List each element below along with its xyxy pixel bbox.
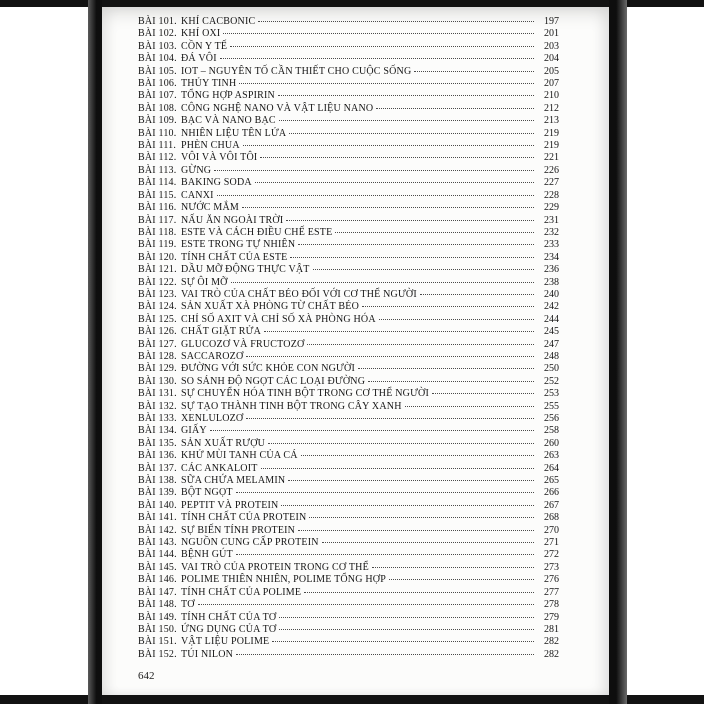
entry-label: BÀI 152. bbox=[138, 648, 177, 660]
entry-title: TÍNH CHẤT CỦA POLIME bbox=[181, 586, 302, 598]
entry-title: TÚI NILON bbox=[181, 648, 234, 660]
entry-page: 226 bbox=[544, 164, 559, 176]
entry-title: PHÈN CHUA bbox=[181, 140, 240, 152]
entry-label: BÀI 138. bbox=[138, 475, 177, 487]
toc-entry bbox=[138, 41, 559, 53]
entry-title: THỦY TINH bbox=[181, 78, 237, 90]
toc-entry bbox=[138, 53, 559, 65]
dot-leader bbox=[230, 46, 534, 47]
dot-leader bbox=[313, 269, 534, 270]
dot-leader bbox=[236, 554, 534, 555]
entry-label: BÀI 103. bbox=[138, 40, 177, 52]
toc-entry bbox=[138, 227, 559, 239]
dot-leader bbox=[358, 368, 534, 369]
entry-label: BÀI 151. bbox=[138, 636, 177, 648]
entry-page: 260 bbox=[544, 437, 559, 449]
entry-page: 229 bbox=[544, 202, 559, 214]
entry-label: BÀI 116. bbox=[138, 202, 177, 214]
entry-label: BÀI 128. bbox=[138, 350, 177, 362]
toc-entry bbox=[138, 202, 559, 214]
entry-label: BÀI 119. bbox=[138, 239, 177, 251]
entry-label: BÀI 126. bbox=[138, 326, 177, 338]
entry-page: 271 bbox=[544, 537, 559, 549]
entry-page: 279 bbox=[544, 611, 559, 623]
dot-leader bbox=[239, 83, 534, 84]
toc-entry bbox=[138, 177, 559, 189]
toc-entry bbox=[138, 624, 559, 636]
footer-page-number: 642 bbox=[138, 670, 155, 682]
entry-title: ỨNG DỤNG CỦA TƠ bbox=[181, 623, 277, 635]
toc-entry bbox=[138, 301, 559, 313]
entry-title: TÍNH CHẤT CỦA ESTE bbox=[181, 251, 288, 263]
entry-title: NGUỒN CUNG CẤP PROTEIN bbox=[181, 537, 319, 549]
dot-leader bbox=[405, 406, 534, 407]
entry-title: NHIÊN LIỆU TÊN LỬA bbox=[181, 127, 287, 139]
entry-page: 236 bbox=[544, 264, 559, 276]
entry-page: 234 bbox=[544, 251, 559, 263]
entry-label: BÀI 142. bbox=[138, 524, 177, 536]
entry-label: BÀI 130. bbox=[138, 375, 177, 387]
toc-entry bbox=[138, 537, 559, 549]
toc-entry bbox=[138, 339, 559, 351]
entry-title: BỆNH GÚT bbox=[181, 549, 233, 561]
entry-page: 205 bbox=[544, 65, 559, 77]
entry-page: 273 bbox=[544, 561, 559, 573]
toc-entry bbox=[138, 425, 559, 437]
entry-label: BÀI 134. bbox=[138, 425, 177, 437]
entry-label: BÀI 121. bbox=[138, 264, 177, 276]
dot-leader bbox=[368, 381, 534, 382]
toc-entry bbox=[138, 463, 559, 475]
entry-label: BÀI 123. bbox=[138, 288, 177, 300]
entry-label: BÀI 124. bbox=[138, 301, 177, 313]
toc-entry bbox=[138, 401, 559, 413]
entry-page: 197 bbox=[544, 16, 559, 27]
entry-page: 252 bbox=[544, 375, 559, 387]
toc-entry bbox=[138, 376, 559, 388]
entry-title: SẢN XUẤT XÀ PHÒNG TỪ CHẤT BÉO bbox=[181, 301, 360, 313]
book-page bbox=[102, 7, 609, 695]
entry-page: 256 bbox=[544, 413, 559, 424]
entry-label: BÀI 106. bbox=[138, 78, 177, 90]
entry-page: 281 bbox=[544, 623, 559, 635]
entry-label: BÀI 107. bbox=[138, 90, 177, 102]
toc-entry bbox=[138, 140, 559, 152]
entry-page: 255 bbox=[544, 400, 559, 412]
dot-leader bbox=[210, 430, 534, 431]
entry-page: 278 bbox=[544, 599, 559, 611]
entry-label: BÀI 146. bbox=[138, 574, 177, 586]
entry-page: 204 bbox=[544, 53, 559, 65]
entry-label: BÀI 111. bbox=[138, 140, 177, 152]
entry-title: SỰ TẠO THÀNH TINH BỘT TRONG CÂY XANH bbox=[181, 400, 402, 412]
entry-title: DẦU MỠ ĐỘNG THỰC VẬT bbox=[181, 264, 310, 276]
dot-leader bbox=[255, 182, 534, 183]
entry-label: BÀI 141. bbox=[138, 512, 177, 524]
dot-leader bbox=[279, 617, 534, 618]
entry-page: 265 bbox=[544, 475, 559, 487]
entry-label: BÀI 148. bbox=[138, 599, 177, 611]
dot-leader bbox=[281, 505, 534, 506]
dot-leader bbox=[236, 492, 534, 493]
entry-label: BÀI 113. bbox=[138, 164, 177, 176]
toc-entry bbox=[138, 103, 559, 115]
toc-entry bbox=[138, 549, 559, 561]
entry-label: BÀI 101. bbox=[138, 16, 177, 27]
entry-label: BÀI 120. bbox=[138, 251, 177, 263]
entry-label: BÀI 102. bbox=[138, 28, 177, 40]
entry-page: 263 bbox=[544, 450, 559, 462]
toc-entry bbox=[138, 215, 559, 227]
toc-entry bbox=[138, 363, 559, 375]
dot-leader bbox=[362, 306, 534, 307]
dot-leader bbox=[335, 232, 534, 233]
dot-leader bbox=[261, 468, 534, 469]
entry-page: 270 bbox=[544, 524, 559, 536]
entry-label: BÀI 136. bbox=[138, 450, 177, 462]
entry-title: KHỬ MÙI TANH CỦA CÁ bbox=[181, 450, 298, 462]
toc-entry bbox=[138, 277, 559, 289]
dot-leader bbox=[432, 393, 534, 394]
entry-page: 282 bbox=[544, 636, 559, 648]
entry-label: BÀI 122. bbox=[138, 276, 177, 288]
entry-title: GLUCOZƠ VÀ FRUCTOZƠ bbox=[181, 338, 305, 350]
entry-title: KHÍ CACBONIC bbox=[181, 16, 256, 27]
entry-label: BÀI 143. bbox=[138, 537, 177, 549]
dot-leader bbox=[258, 21, 534, 22]
dot-leader bbox=[372, 567, 534, 568]
entry-page: 282 bbox=[544, 648, 559, 660]
entry-label: BÀI 115. bbox=[138, 189, 177, 201]
dot-leader bbox=[272, 641, 534, 642]
entry-label: BÀI 133. bbox=[138, 413, 177, 424]
dot-leader bbox=[290, 257, 534, 258]
entry-page: 213 bbox=[544, 115, 559, 127]
entry-title: VAI TRÒ CỦA CHẤT BÉO ĐỐI VỚI CƠ THỂ NGƯỜI bbox=[181, 288, 417, 300]
entry-title: GIẤY bbox=[181, 425, 207, 437]
entry-title: VÔI VÀ VÔI TÔI bbox=[181, 152, 258, 164]
toc-entry bbox=[138, 388, 559, 400]
entry-page: 248 bbox=[544, 350, 559, 362]
entry-label: BÀI 114. bbox=[138, 177, 177, 189]
dot-leader bbox=[307, 344, 534, 345]
entry-label: BÀI 109. bbox=[138, 115, 177, 127]
entry-title: BẠC VÀ NANO BẠC bbox=[181, 115, 276, 127]
entry-title: CÁC ANKALOIT bbox=[181, 462, 258, 474]
entry-page: 232 bbox=[544, 226, 559, 238]
entry-title: ĐƯỜNG VỚI SỨC KHỎE CON NGƯỜI bbox=[181, 363, 355, 375]
entry-title: SẢN XUẤT RƯỢU bbox=[181, 437, 266, 449]
dot-leader bbox=[309, 517, 534, 518]
dot-leader bbox=[420, 294, 534, 295]
dot-leader bbox=[322, 542, 534, 543]
entry-page: 203 bbox=[544, 40, 559, 52]
entry-title: CANXI bbox=[181, 189, 214, 201]
dot-leader bbox=[286, 220, 534, 221]
toc-entry bbox=[138, 450, 559, 462]
dot-leader bbox=[223, 33, 534, 34]
entry-page: 221 bbox=[544, 152, 559, 164]
entry-title: SỰ BIẾN TÍNH PROTEIN bbox=[181, 524, 296, 536]
entry-title: CHẤT GIẶT RỬA bbox=[181, 326, 261, 338]
entry-title: CHỈ SỐ AXIT VÀ CHỈ SỐ XÀ PHÒNG HÓA bbox=[181, 313, 376, 325]
entry-page: 219 bbox=[544, 140, 559, 152]
entry-title: CÔNG NGHỆ NANO VÀ VẬT LIỆU NANO bbox=[181, 102, 374, 114]
toc-entry bbox=[138, 574, 559, 586]
entry-title: NẤU ĂN NGOÀI TRỜI bbox=[181, 214, 284, 226]
dot-leader bbox=[298, 530, 534, 531]
entry-title: VAI TRÒ CỦA PROTEIN TRONG CƠ THỂ bbox=[181, 561, 369, 573]
toc-entry bbox=[138, 475, 559, 487]
toc-entry bbox=[138, 66, 559, 78]
entry-title: VẬT LIỆU POLIME bbox=[181, 636, 270, 648]
toc-entry bbox=[138, 289, 559, 301]
dot-leader bbox=[217, 195, 534, 196]
toc-entry bbox=[138, 28, 559, 40]
entry-page: 264 bbox=[544, 462, 559, 474]
entry-label: BÀI 150. bbox=[138, 623, 177, 635]
toc-entry bbox=[138, 512, 559, 524]
dot-leader bbox=[260, 157, 534, 158]
entry-page: 253 bbox=[544, 388, 559, 400]
toc-entry bbox=[138, 165, 559, 177]
entry-page: 277 bbox=[544, 586, 559, 598]
entry-page: 266 bbox=[544, 487, 559, 499]
entry-title: SO SÁNH ĐỘ NGỌT CÁC LOẠI ĐƯỜNG bbox=[181, 375, 366, 387]
toc-entry bbox=[138, 487, 559, 499]
dot-leader bbox=[242, 207, 534, 208]
toc-entry bbox=[138, 500, 559, 512]
entry-page: 267 bbox=[544, 499, 559, 511]
toc-entry bbox=[138, 78, 559, 90]
entry-page: 231 bbox=[544, 214, 559, 226]
dot-leader bbox=[268, 443, 534, 444]
entry-title: BAKING SODA bbox=[181, 177, 252, 189]
entry-title: SỮA CHỨA MELAMIN bbox=[181, 475, 286, 487]
dot-leader bbox=[214, 170, 534, 171]
entry-label: BÀI 105. bbox=[138, 65, 177, 77]
entry-title: NƯỚC MẮM bbox=[181, 202, 239, 214]
entry-label: BÀI 129. bbox=[138, 363, 177, 375]
dot-leader bbox=[414, 71, 534, 72]
entry-page: 245 bbox=[544, 326, 559, 338]
entry-label: BÀI 132. bbox=[138, 400, 177, 412]
book-edge-left bbox=[88, 0, 102, 704]
entry-title: ESTE VÀ CÁCH ĐIỀU CHẾ ESTE bbox=[181, 226, 333, 238]
dot-leader bbox=[220, 58, 534, 59]
entry-page: 219 bbox=[544, 127, 559, 139]
toc-entry bbox=[138, 612, 559, 624]
entry-page: 233 bbox=[544, 239, 559, 251]
book-edge-bottom bbox=[0, 695, 704, 704]
entry-page: 244 bbox=[544, 313, 559, 325]
entry-label: BÀI 108. bbox=[138, 102, 177, 114]
entry-page: 268 bbox=[544, 512, 559, 524]
entry-page: 238 bbox=[544, 276, 559, 288]
entry-label: BÀI 144. bbox=[138, 549, 177, 561]
entry-title: TỔNG HỢP ASPIRIN bbox=[181, 90, 275, 102]
entry-label: BÀI 110. bbox=[138, 127, 177, 139]
toc-entry bbox=[138, 264, 559, 276]
toc-entry bbox=[138, 413, 559, 425]
entry-page: 227 bbox=[544, 177, 559, 189]
entry-title: KHÍ OXI bbox=[181, 28, 221, 40]
book-edge-right bbox=[609, 0, 627, 704]
toc-entry bbox=[138, 90, 559, 102]
dot-leader bbox=[264, 331, 534, 332]
entry-page: 210 bbox=[544, 90, 559, 102]
toc-entry bbox=[138, 326, 559, 338]
toc-entry bbox=[138, 16, 559, 28]
entry-title: XENLULOZƠ bbox=[181, 413, 244, 424]
dot-leader bbox=[289, 133, 534, 134]
entry-title: ESTE TRONG TỰ NHIÊN bbox=[181, 239, 296, 251]
dot-leader bbox=[376, 108, 534, 109]
entry-label: BÀI 135. bbox=[138, 437, 177, 449]
entry-page: 276 bbox=[544, 574, 559, 586]
toc-entry bbox=[138, 587, 559, 599]
dot-leader bbox=[389, 579, 534, 580]
toc-entry bbox=[138, 636, 559, 648]
entry-label: BÀI 127. bbox=[138, 338, 177, 350]
entry-title: SỰ ÔI MỠ bbox=[181, 276, 228, 288]
entry-title: TƠ bbox=[181, 599, 195, 611]
toc-entry bbox=[138, 525, 559, 537]
entry-page: 258 bbox=[544, 425, 559, 437]
entry-title: ĐÁ VÔI bbox=[181, 53, 217, 65]
dot-leader bbox=[298, 244, 534, 245]
toc-entry bbox=[138, 562, 559, 574]
toc-entry bbox=[138, 239, 559, 251]
entry-title: SỰ CHUYỂN HÓA TINH BỘT TRONG CƠ THỂ NGƯỜI bbox=[181, 388, 429, 400]
entry-title: IOT – NGUYÊN TỐ CẦN THIẾT CHO CUỘC SỐNG bbox=[181, 65, 412, 77]
entry-label: BÀI 139. bbox=[138, 487, 177, 499]
dot-leader bbox=[246, 356, 534, 357]
toc-entry bbox=[138, 115, 559, 127]
entry-page: 247 bbox=[544, 338, 559, 350]
entry-page: 240 bbox=[544, 288, 559, 300]
entry-label: BÀI 104. bbox=[138, 53, 177, 65]
entry-page: 272 bbox=[544, 549, 559, 561]
entry-label: BÀI 112. bbox=[138, 152, 177, 164]
entry-label: BÀI 147. bbox=[138, 586, 177, 598]
toc-list bbox=[138, 16, 559, 661]
toc-entry bbox=[138, 599, 559, 611]
dot-leader bbox=[198, 604, 534, 605]
entry-page: 242 bbox=[544, 301, 559, 313]
entry-title: TÍNH CHẤT CỦA PROTEIN bbox=[181, 512, 307, 524]
toc-entry bbox=[138, 152, 559, 164]
entry-title: TÍNH CHẤT CỦA TƠ bbox=[181, 611, 277, 623]
entry-title: SACCAROZƠ bbox=[181, 350, 244, 362]
entry-title: POLIME THIÊN NHIÊN, POLIME TỔNG HỢP bbox=[181, 574, 386, 586]
dot-leader bbox=[288, 480, 534, 481]
toc-entry bbox=[138, 128, 559, 140]
entry-label: BÀI 125. bbox=[138, 313, 177, 325]
dot-leader bbox=[279, 629, 534, 630]
dot-leader bbox=[379, 319, 534, 320]
entry-page: 212 bbox=[544, 102, 559, 114]
book-edge-top bbox=[0, 0, 704, 7]
toc-entry bbox=[138, 252, 559, 264]
entry-label: BÀI 117. bbox=[138, 214, 177, 226]
toc-entry bbox=[138, 351, 559, 363]
entry-page: 201 bbox=[544, 28, 559, 40]
dot-leader bbox=[236, 654, 534, 655]
entry-title: CỒN Y TẾ bbox=[181, 40, 228, 52]
entry-label: BÀI 145. bbox=[138, 561, 177, 573]
toc-entry bbox=[138, 649, 559, 661]
entry-title: BỘT NGỌT bbox=[181, 487, 233, 499]
entry-label: BÀI 149. bbox=[138, 611, 177, 623]
entry-label: BÀI 131. bbox=[138, 388, 177, 400]
dot-leader bbox=[278, 95, 534, 96]
entry-page: 250 bbox=[544, 363, 559, 375]
dot-leader bbox=[279, 120, 534, 121]
dot-leader bbox=[243, 145, 534, 146]
entry-title: GỪNG bbox=[181, 164, 212, 176]
entry-page: 228 bbox=[544, 189, 559, 201]
entry-label: BÀI 137. bbox=[138, 462, 177, 474]
entry-label: BÀI 118. bbox=[138, 226, 177, 238]
dot-leader bbox=[304, 592, 534, 593]
dot-leader bbox=[231, 282, 534, 283]
entry-page: 207 bbox=[544, 78, 559, 90]
toc-entry bbox=[138, 438, 559, 450]
dot-leader bbox=[301, 455, 534, 456]
toc-entry bbox=[138, 314, 559, 326]
toc-entry bbox=[138, 190, 559, 202]
entry-title: PEPTIT VÀ PROTEIN bbox=[181, 499, 279, 511]
dot-leader bbox=[246, 418, 534, 419]
entry-label: BÀI 140. bbox=[138, 499, 177, 511]
